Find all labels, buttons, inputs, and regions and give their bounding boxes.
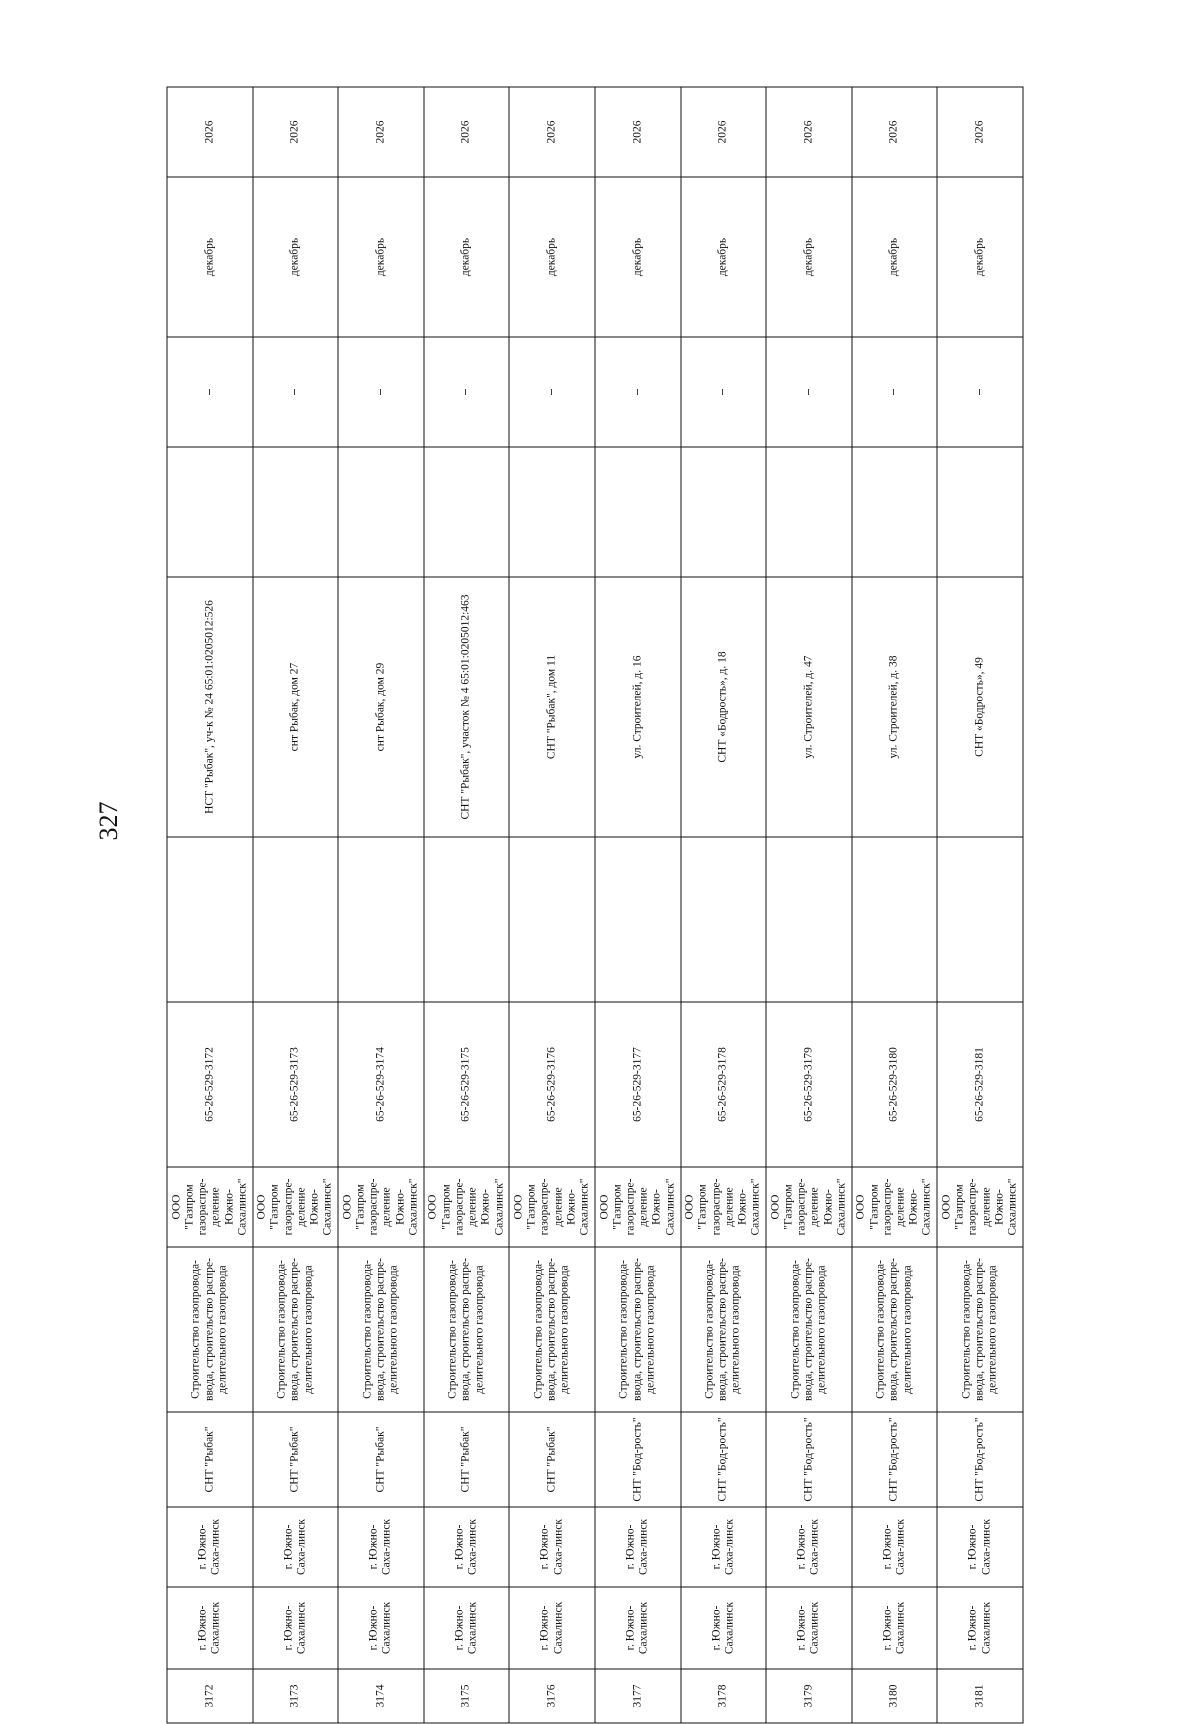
row-number-cell: 3172 xyxy=(167,1669,253,1723)
empty-cell xyxy=(424,447,510,577)
empty-cell xyxy=(253,447,339,577)
settlement-cell: СНТ "Бод-рость" xyxy=(852,1412,938,1507)
organization-cell: ООО "Газпром газораспре-деление Южно-Сахалинск" xyxy=(424,1167,510,1247)
table-row xyxy=(253,87,339,1723)
district-cell: г. Южно-Сахалинск xyxy=(167,1587,253,1669)
empty-cell xyxy=(937,837,1023,1002)
application-code-cell: 65-26-529-3175 xyxy=(424,1002,510,1167)
empty-cell xyxy=(937,447,1023,577)
address-cell: снт Рыбак, дом 27 xyxy=(253,577,339,837)
work-description-cell: Строительство газопровода-ввода, строительство распре-делительного газопровода xyxy=(167,1247,253,1412)
year-cell: 2026 xyxy=(338,87,424,177)
application-code-cell: 65-26-529-3174 xyxy=(338,1002,424,1167)
work-description-cell: Строительство газопровода-ввода, строительство распре-делительного газопровода xyxy=(937,1247,1023,1412)
application-code-cell: 65-26-529-3177 xyxy=(595,1002,681,1167)
application-code-cell: 65-26-529-3181 xyxy=(937,1002,1023,1167)
dash-cell: – xyxy=(766,337,852,447)
settlement-cell: СНТ "Рыбак" xyxy=(338,1412,424,1507)
gas-connection-table xyxy=(167,87,1024,1724)
organization-cell: ООО "Газпром газораспре-деление Южно-Сахалинск" xyxy=(852,1167,938,1247)
organization-cell: ООО "Газпром газораспре-деление Южно-Сахалинск" xyxy=(253,1167,339,1247)
table-row xyxy=(595,87,681,1723)
table-row xyxy=(852,87,938,1723)
work-description-cell: Строительство газопровода-ввода, строительство распре-делительного газопровода xyxy=(766,1247,852,1412)
district-cell: г. Южно-Сахалинск xyxy=(424,1587,510,1669)
organization-cell: ООО "Газпром газораспре-деление Южно-Сахалинск" xyxy=(167,1167,253,1247)
table-row xyxy=(766,87,852,1723)
work-description-cell: Строительство газопровода-ввода, строительство распре-делительного газопровода xyxy=(852,1247,938,1412)
empty-cell xyxy=(509,837,595,1002)
locality-cell: г. Южно-Саха-линск xyxy=(424,1507,510,1587)
settlement-cell: СНТ "Бод-рость" xyxy=(766,1412,852,1507)
year-cell: 2026 xyxy=(509,87,595,177)
district-cell: г. Южно-Сахалинск xyxy=(595,1587,681,1669)
settlement-cell: СНТ "Бод-рость" xyxy=(937,1412,1023,1507)
settlement-cell: СНТ "Бод-рость" xyxy=(681,1412,767,1507)
address-cell: ул. Строителей, д. 16 xyxy=(595,577,681,837)
address-cell: снт Рыбак, дом 29 xyxy=(338,577,424,837)
settlement-cell: СНТ "Бод-рость" xyxy=(595,1412,681,1507)
organization-cell: ООО "Газпром газораспре-деление Южно-Сахалинск" xyxy=(937,1167,1023,1247)
application-code-cell: 65-26-529-3178 xyxy=(681,1002,767,1167)
table-row xyxy=(509,87,595,1723)
locality-cell: г. Южно-Саха-линск xyxy=(681,1507,767,1587)
address-cell: НСТ "Рыбак", уч-к № 24 65:01:0205012:526 xyxy=(167,577,253,837)
dash-cell: – xyxy=(937,337,1023,447)
work-description-cell: Строительство газопровода-ввода, строительство распре-делительного газопровода xyxy=(424,1247,510,1412)
table-row xyxy=(681,87,767,1723)
dash-cell: – xyxy=(852,337,938,447)
row-number-cell: 3179 xyxy=(766,1669,852,1723)
district-cell: г. Южно-Сахалинск xyxy=(253,1587,339,1669)
empty-cell xyxy=(852,447,938,577)
row-number-cell: 3178 xyxy=(681,1669,767,1723)
empty-cell xyxy=(766,837,852,1002)
dash-cell: – xyxy=(424,337,510,447)
year-cell: 2026 xyxy=(681,87,767,177)
row-number-cell: 3181 xyxy=(937,1669,1023,1723)
empty-cell xyxy=(338,837,424,1002)
district-cell: г. Южно-Сахалинск xyxy=(937,1587,1023,1669)
application-code-cell: 65-26-529-3176 xyxy=(509,1002,595,1167)
year-cell: 2026 xyxy=(253,87,339,177)
empty-cell xyxy=(595,447,681,577)
month-cell: декабрь xyxy=(338,177,424,337)
district-cell: г. Южно-Сахалинск xyxy=(766,1587,852,1669)
row-number-cell: 3176 xyxy=(509,1669,595,1723)
settlement-cell: СНТ "Рыбак" xyxy=(253,1412,339,1507)
locality-cell: г. Южно-Саха-линск xyxy=(595,1507,681,1587)
row-number-cell: 3177 xyxy=(595,1669,681,1723)
work-description-cell: Строительство газопровода-ввода, строительство распре-делительного газопровода xyxy=(681,1247,767,1412)
address-cell: СНТ «Бодрость», д. 18 xyxy=(681,577,767,837)
dash-cell: – xyxy=(595,337,681,447)
district-cell: г. Южно-Сахалинск xyxy=(338,1587,424,1669)
month-cell: декабрь xyxy=(766,177,852,337)
address-cell: ул. Строителей, д. 38 xyxy=(852,577,938,837)
table-row xyxy=(937,87,1023,1723)
empty-cell xyxy=(167,837,253,1002)
year-cell: 2026 xyxy=(167,87,253,177)
work-description-cell: Строительство газопровода-ввода, строительство распре-делительного газопровода xyxy=(338,1247,424,1412)
locality-cell: г. Южно-Саха-линск xyxy=(253,1507,339,1587)
empty-cell xyxy=(852,837,938,1002)
empty-cell xyxy=(681,837,767,1002)
table-row xyxy=(424,87,510,1723)
district-cell: г. Южно-Сахалинск xyxy=(509,1587,595,1669)
organization-cell: ООО "Газпром газораспре-деление Южно-Сахалинск" xyxy=(338,1167,424,1247)
address-cell: СНТ "Рыбак", участок № 4 65:01:0205012:463 xyxy=(424,577,510,837)
work-description-cell: Строительство газопровода-ввода, строительство распре-делительного газопровода xyxy=(595,1247,681,1412)
year-cell: 2026 xyxy=(424,87,510,177)
month-cell: декабрь xyxy=(424,177,510,337)
empty-cell xyxy=(253,837,339,1002)
address-cell: ул. Строителей, д. 47 xyxy=(766,577,852,837)
month-cell: декабрь xyxy=(595,177,681,337)
address-cell: СНТ «Бодрость», 49 xyxy=(937,577,1023,837)
settlement-cell: СНТ "Рыбак" xyxy=(167,1412,253,1507)
empty-cell xyxy=(509,447,595,577)
row-number-cell: 3180 xyxy=(852,1669,938,1723)
locality-cell: г. Южно-Саха-линск xyxy=(766,1507,852,1587)
month-cell: декабрь xyxy=(167,177,253,337)
locality-cell: г. Южно-Саха-линск xyxy=(852,1507,938,1587)
empty-cell xyxy=(167,447,253,577)
year-cell: 2026 xyxy=(937,87,1023,177)
row-number-cell: 3174 xyxy=(338,1669,424,1723)
page-number: 327 xyxy=(94,801,123,841)
locality-cell: г. Южно-Саха-линск xyxy=(338,1507,424,1587)
empty-cell xyxy=(595,837,681,1002)
table-row xyxy=(338,87,424,1723)
district-cell: г. Южно-Сахалинск xyxy=(681,1587,767,1669)
organization-cell: ООО "Газпром газораспре-деление Южно-Сахалинск" xyxy=(681,1167,767,1247)
organization-cell: ООО "Газпром газораспре-деление Южно-Сахалинск" xyxy=(509,1167,595,1247)
dash-cell: – xyxy=(681,337,767,447)
organization-cell: ООО "Газпром газораспре-деление Южно-Сахалинск" xyxy=(595,1167,681,1247)
month-cell: декабрь xyxy=(937,177,1023,337)
month-cell: декабрь xyxy=(509,177,595,337)
dash-cell: – xyxy=(167,337,253,447)
month-cell: декабрь xyxy=(852,177,938,337)
application-code-cell: 65-26-529-3180 xyxy=(852,1002,938,1167)
gas-connection-table-wrapper xyxy=(167,88,1024,1724)
dash-cell: – xyxy=(253,337,339,447)
month-cell: декабрь xyxy=(253,177,339,337)
locality-cell: г. Южно-Саха-линск xyxy=(509,1507,595,1587)
year-cell: 2026 xyxy=(595,87,681,177)
organization-cell: ООО "Газпром газораспре-деление Южно-Сахалинск" xyxy=(766,1167,852,1247)
year-cell: 2026 xyxy=(852,87,938,177)
address-cell: СНТ "Рыбак", дом 11 xyxy=(509,577,595,837)
application-code-cell: 65-26-529-3179 xyxy=(766,1002,852,1167)
dash-cell: – xyxy=(338,337,424,447)
row-number-cell: 3173 xyxy=(253,1669,339,1723)
year-cell: 2026 xyxy=(766,87,852,177)
month-cell: декабрь xyxy=(681,177,767,337)
district-cell: г. Южно-Сахалинск xyxy=(852,1587,938,1669)
empty-cell xyxy=(681,447,767,577)
empty-cell xyxy=(766,447,852,577)
settlement-cell: СНТ "Рыбак" xyxy=(509,1412,595,1507)
locality-cell: г. Южно-Саха-линск xyxy=(937,1507,1023,1587)
dash-cell: – xyxy=(509,337,595,447)
empty-cell xyxy=(338,447,424,577)
application-code-cell: 65-26-529-3172 xyxy=(167,1002,253,1167)
locality-cell: г. Южно-Саха-линск xyxy=(167,1507,253,1587)
settlement-cell: СНТ "Рыбак" xyxy=(424,1412,510,1507)
application-code-cell: 65-26-529-3173 xyxy=(253,1002,339,1167)
table-row xyxy=(167,87,253,1723)
work-description-cell: Строительство газопровода-ввода, строительство распре-делительного газопровода xyxy=(509,1247,595,1412)
row-number-cell: 3175 xyxy=(424,1669,510,1723)
empty-cell xyxy=(424,837,510,1002)
work-description-cell: Строительство газопровода-ввода, строительство распре-делительного газопровода xyxy=(253,1247,339,1412)
